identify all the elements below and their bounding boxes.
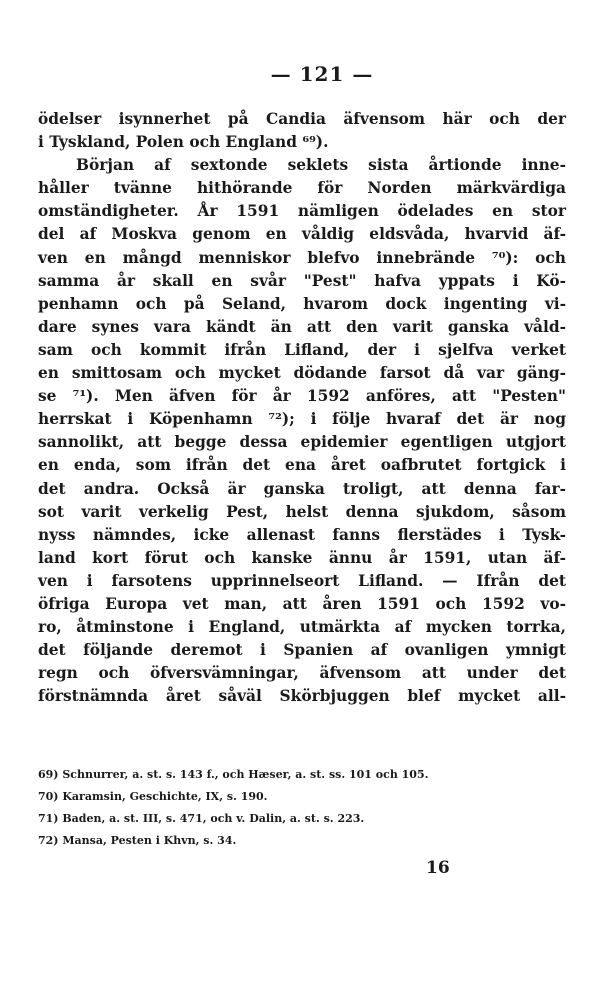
page-content [38, 62, 566, 708]
text-line: penhamn och på Seland, hvarom dock ingenting vi- [38, 294, 566, 313]
footnote: 72) Mansa, Pesten i Khvn, s. 34. [38, 834, 237, 847]
text-line: ödelser isynnerhet på Candia äfvensom här och der [38, 110, 566, 128]
text-line: samma år skall en svår "Pest" hafva yppats i Kö- [38, 271, 566, 290]
text-line: ven en mångd menniskor blefvo innebrände ⁷⁰): och [38, 248, 566, 267]
text-line: en smittosam och mycket dödande farsot då var gäng- [38, 364, 566, 383]
text-line: regn och öfversvämningar, äfvensom att under det [38, 664, 566, 683]
text-line: land kort förut och kanske ännu år 1591, utan äf- [38, 548, 566, 567]
text-line: öfriga Europa vet man, att åren 1591 och 1592 vo- [38, 594, 566, 613]
body-text [38, 108, 566, 708]
text-line: ven i farsotens upprinnelseort Lifland. — Ifrån det [38, 571, 566, 590]
text-line: dare synes vara kändt än att den varit ganska våld- [38, 317, 566, 336]
footnote: 69) Schnurrer, a. st. s. 143 f., och Hæser, a. st. ss. 101 och 105. [38, 768, 429, 781]
text-line: nyss nämndes, icke allenast fanns flerstädes i Tysk- [38, 525, 566, 544]
text-line: det följande deremot i Spanien af ovanligen ymnigt [38, 641, 566, 660]
text-line: det andra. Också är ganska troligt, att denna far- [38, 479, 566, 498]
signature-mark: 16 [426, 858, 450, 878]
text-line: Början af sextonde seklets sista årtionde inne- [76, 156, 566, 175]
text-line: sannolikt, att begge dessa epidemier egentligen utgjort [38, 433, 566, 452]
page-number-header: — 121 — [270, 62, 374, 86]
text-line: sam och kommit ifrån Lifland, der i sjelfva verket [38, 340, 566, 359]
text-line: en enda, som ifrån det ena året oafbrutet fortgick i [38, 456, 566, 475]
text-line: del af Moskva genom en våldig eldsvåda, hvarvid äf- [38, 225, 566, 244]
text-line: håller tvänne hithörande för Norden märkvärdiga [38, 179, 566, 198]
text-line: se ⁷¹). Men äfven för år 1592 anföres, att "Pesten" [38, 387, 566, 406]
footnotes [38, 764, 566, 852]
text-line: sot varit verkelig Pest, helst denna sjukdom, såsom [38, 502, 566, 521]
text-line: förstnämnda året såväl Skörbjuggen blef mycket all- [38, 687, 566, 706]
text-line: i Tyskland, Polen och England ⁶⁹). [38, 133, 329, 152]
text-line: herrskat i Köpenhamn ⁷²); i följe hvaraf det är nog [38, 410, 566, 429]
text-line: omständigheter. År 1591 nämligen ödelades en stor [38, 202, 566, 221]
footnote: 71) Baden, a. st. III, s. 471, och v. Dalin, a. st. s. 223. [38, 812, 365, 825]
footnote: 70) Karamsin, Geschichte, IX, s. 190. [38, 790, 268, 803]
text-line: ro, åtminstone i England, utmärkta af mycken torrka, [38, 618, 566, 637]
